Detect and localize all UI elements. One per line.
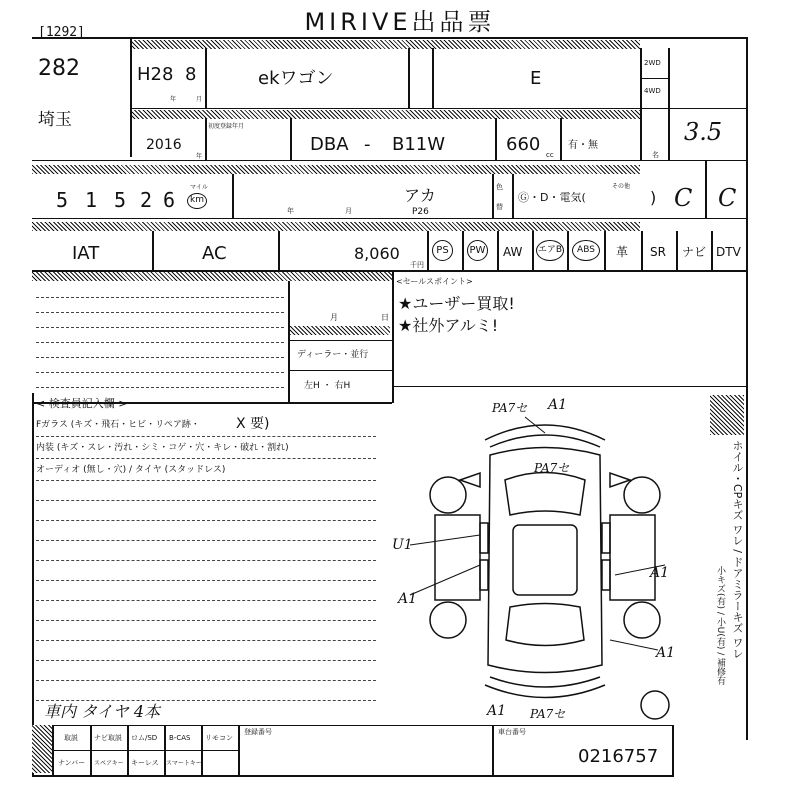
mileage-digit-1: 5 (56, 188, 83, 212)
fuel-options: Ⓖ・D・電気( (518, 191, 586, 204)
equip-dtv: DTV (716, 245, 741, 259)
lot-code: [1292] (38, 25, 85, 40)
interior-line: 内装 (キズ・スレ・汚れ・シミ・コゲ・穴・キレ・破れ・割れ) (36, 443, 289, 453)
diagram-mark-front-1: PA7セ (492, 401, 528, 415)
chassis-number: 0216757 (578, 746, 659, 767)
region: 埼玉 (38, 110, 72, 130)
diagram-mark-right-rear: A1 (656, 645, 676, 661)
sales-point-1: ★ユーザー買取! (398, 294, 515, 313)
reg-month: 8 (185, 64, 197, 85)
score: 3.5 (684, 118, 723, 146)
inspection-header: < 検査員記入欄 > (36, 397, 128, 410)
damage-legend: ホイル・CPキズ ワレ / ドアミラーキズ ワレ (731, 440, 744, 660)
diagram-mark-rear-2: PA7セ (530, 707, 566, 721)
era-year: H28 (137, 64, 174, 85)
equip-ps: PS (432, 240, 453, 261)
mileage-digit-5: 6 (163, 188, 176, 212)
item-bcas: B-CAS (169, 734, 191, 742)
dealer-type: ディーラー・並行 (297, 350, 369, 360)
transmission: IAT (72, 243, 100, 264)
aircon: AC (202, 243, 227, 264)
audio-line: オーディオ (無し・穴) / タイヤ (スタッドレス) (36, 465, 226, 475)
body-color: アカ (404, 186, 436, 205)
sheet-title: MIRIVE出品票 (304, 8, 496, 36)
model-prefix: DBA (310, 134, 349, 155)
diagram-mark-front-2: A1 (548, 397, 568, 413)
diagram-mark-left-door: U1 (392, 537, 413, 553)
drive-2wd: 2WD (644, 59, 661, 67)
item-remote: リモコン (205, 734, 233, 742)
grade: E (530, 68, 542, 89)
mileage-digit-2: 1 (85, 188, 98, 212)
interior-grade: C (674, 184, 693, 212)
reg-number-label: 登録番号 (244, 728, 272, 736)
first-reg-label: 初度登録年月 (208, 123, 245, 130)
equip-pw: PW (467, 240, 488, 261)
diagram-mark-hood: PA7セ (534, 461, 570, 475)
lot-number: 282 (38, 56, 80, 81)
item-keyless: キーレス (131, 759, 159, 767)
item-plate: ナンバー (58, 759, 86, 767)
car-diagram (380, 395, 710, 725)
sales-point-header: <セールスポイント> (396, 277, 473, 286)
glass-mark: X 要) (236, 416, 270, 432)
damage-legend-sub: 小キズ(有) / 小U(有) / 補修有 (715, 566, 725, 686)
item-rom-sd: ロム/SD (131, 734, 158, 742)
mileage-digit-3: 5 (114, 188, 127, 212)
chassis-option: 有・無 (568, 140, 598, 151)
equip-navi: ナビ (682, 245, 707, 259)
handwritten-note: 車内 タイヤ 4本 (44, 702, 161, 721)
diagram-mark-left-rear: A1 (398, 591, 418, 607)
color-code: P26 (412, 207, 429, 217)
mileage-digit-4: 2 (140, 188, 153, 212)
equip-abs: ABS (572, 240, 600, 261)
equip-airbag: エアB (536, 240, 564, 261)
car-name: ekワゴン (258, 68, 334, 89)
equip-sr: SR (650, 245, 666, 259)
displacement: 660 (506, 134, 541, 155)
chassis-number-label: 車台番号 (498, 728, 526, 736)
model-year: 2016 (146, 137, 182, 153)
equip-aw: AW (503, 245, 523, 259)
item-manual: 取説 (64, 734, 78, 742)
sales-point-2: ★社外アルミ! (398, 316, 499, 335)
item-spare-key: スペアキー (94, 760, 124, 767)
drive-4wd: 4WD (644, 87, 661, 95)
equip-leather: 革 (616, 245, 629, 259)
item-navi-manual: ナビ取説 (94, 734, 122, 742)
price: 8,060 (354, 244, 400, 263)
handle-side: 左H ・ 右H (304, 381, 351, 391)
mileage-unit-km: km (187, 193, 207, 209)
diagram-mark-right-door: A1 (650, 565, 670, 581)
exterior-grade: C (718, 184, 737, 212)
model-code: B11W (392, 134, 446, 155)
item-smart-key: スマートキー (166, 760, 202, 767)
diagram-mark-rear-1: A1 (487, 703, 507, 719)
glass-line: Fガラス (キズ・飛石・ヒビ・リペア跡・ (36, 420, 200, 430)
